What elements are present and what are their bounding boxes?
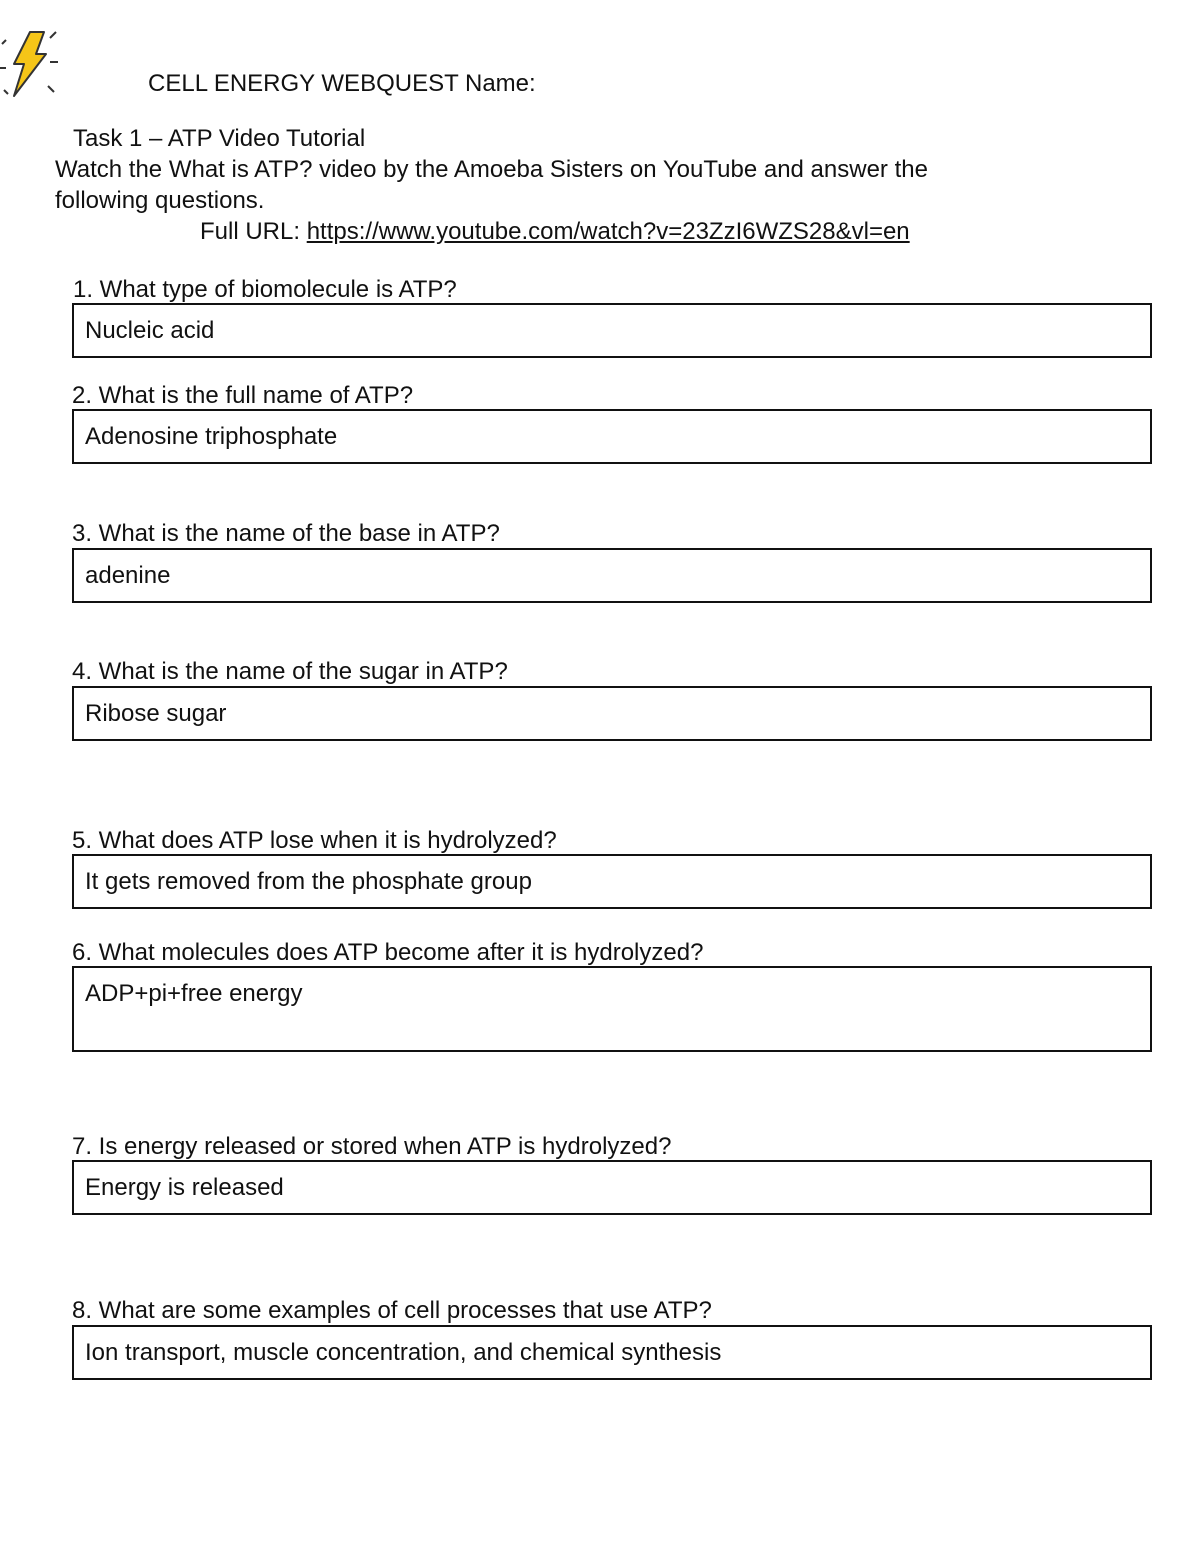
- answer-box-8[interactable]: [72, 1325, 1152, 1380]
- question-8: 8. What are some examples of cell processes that use ATP?: [72, 1297, 712, 1324]
- lightning-bolt-icon: [0, 24, 64, 100]
- answer-3: adenine: [85, 562, 171, 589]
- answer-box-2[interactable]: [72, 409, 1152, 464]
- question-4: 4. What is the name of the sugar in ATP?: [72, 658, 508, 685]
- task-heading: Task 1 – ATP Video Tutorial: [73, 125, 366, 152]
- answer-1: Nucleic acid: [85, 317, 215, 344]
- instructions-line-2: following questions.: [55, 187, 265, 214]
- answer-8: Ion transport, muscle concentration, and chemical synthesis: [85, 1339, 722, 1366]
- url-label: Full URL:: [200, 218, 301, 245]
- question-7: 7. Is energy released or stored when ATP is hydrolyzed?: [72, 1133, 672, 1160]
- answer-box-4[interactable]: [72, 686, 1152, 741]
- answer-2: Adenosine triphosphate: [85, 423, 338, 450]
- page-title: CELL ENERGY WEBQUEST Name:: [148, 70, 536, 97]
- question-5: 5. What does ATP lose when it is hydrolyzed?: [72, 827, 557, 854]
- answer-box-6[interactable]: [72, 966, 1152, 1052]
- answer-box-1[interactable]: [72, 303, 1152, 358]
- question-1: 1. What type of biomolecule is ATP?: [73, 276, 457, 303]
- answer-box-3[interactable]: [72, 548, 1152, 603]
- answer-4: Ribose sugar: [85, 700, 227, 727]
- answer-7: Energy is released: [85, 1174, 284, 1201]
- video-url-link[interactable]: https://www.youtube.com/watch?v=23ZzI6WZS28&vl=en: [306, 218, 910, 245]
- url-line: [200, 217, 910, 247]
- answer-5: It gets removed from the phosphate group: [85, 868, 532, 895]
- question-3: 3. What is the name of the base in ATP?: [72, 520, 500, 547]
- instructions-line-1: Watch the What is ATP? video by the Amoeba Sisters on YouTube and answer the: [55, 156, 928, 183]
- question-6: 6. What molecules does ATP become after it is hydrolyzed?: [72, 939, 704, 966]
- question-2: 2. What is the full name of ATP?: [72, 382, 414, 409]
- answer-6: ADP+pi+free energy: [85, 980, 303, 1007]
- answer-box-5[interactable]: [72, 854, 1152, 909]
- answer-box-7[interactable]: [72, 1160, 1152, 1215]
